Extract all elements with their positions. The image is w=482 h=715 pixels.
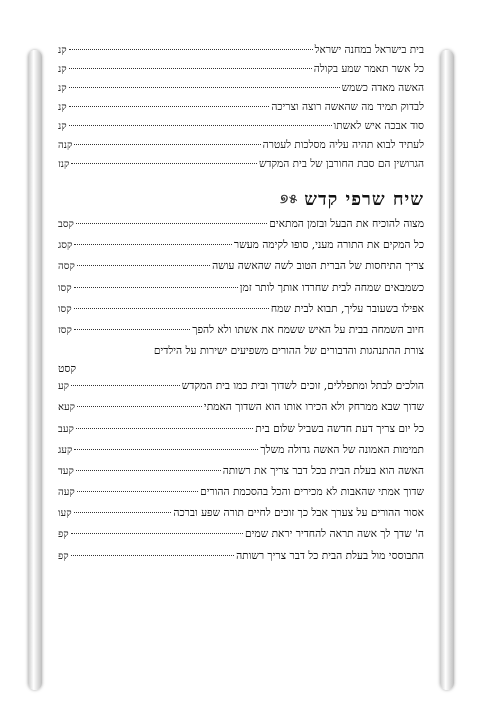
toc-entry-page: קנ (58, 45, 67, 56)
toc-entry[interactable] (58, 444, 424, 465)
toc-entry-title: כל המקים את התורה מעני, סופו לקימה מעשר (233, 239, 424, 252)
toc-entry[interactable] (58, 528, 424, 549)
toc-entry[interactable] (58, 44, 424, 63)
toc-entry-page: קסו (58, 303, 72, 315)
toc-entry-page: קעד (58, 465, 74, 477)
toc-leader-dots (74, 308, 269, 309)
toc-leader-dots (69, 49, 313, 50)
toc-entry-title: סוד אבכה איש לאשתו (333, 120, 424, 132)
toc-entry[interactable] (58, 82, 424, 101)
toc-leader-dots (74, 287, 238, 288)
toc-entry-title: חיוב השמחה בבית על האיש ששמח את אשתו ולא להפך (192, 323, 424, 336)
toc-entry-title: שדוך שבא ממרחק ולא הכירו אותו הוא השדוך האמתי (203, 401, 424, 414)
toc-leader-dots (76, 470, 221, 471)
toc-entry-page: קנז (58, 159, 70, 170)
toc-entry[interactable] (58, 260, 424, 281)
section-heading-row (58, 189, 424, 210)
toc-entry[interactable] (58, 218, 424, 239)
toc-entry-wrapped-page-line (58, 362, 424, 380)
toc-entry-title: האשה מאדה כשמש (341, 82, 424, 94)
toc-entry[interactable] (58, 324, 424, 345)
toc-entry-title: ה' שדך לך אשה תראה להחדיר יראת שמים (245, 528, 424, 541)
toc-entry-title: לבדוק תמיד מה שהאשה רוצה וצריכה (271, 101, 424, 113)
toc-entry-page: קסב (58, 219, 74, 230)
toc-entry-title: צריך התיחסות של הברית הטוב לשה שהאשה עושה (212, 260, 424, 273)
toc-entry-title: כשמבאים שמחה לבית שחרדו אותך לותר זמן (239, 281, 424, 294)
toc-entry[interactable] (58, 282, 424, 303)
toc-entry-title: תמימות האמונה של האשה גדולה משלך (260, 443, 424, 456)
toc-entry-page: קעה (58, 487, 75, 499)
toc-entry-page: קנ (58, 102, 67, 113)
toc-entry[interactable] (58, 507, 424, 528)
toc-entry-page: קסט (58, 363, 77, 376)
toc-entry-title: התבוססי מול בעלת הבית כל דבר צריך רשותה (236, 549, 424, 562)
toc-entry[interactable] (58, 101, 424, 120)
toc-entry[interactable] (58, 303, 424, 324)
toc-leader-dots (74, 512, 172, 513)
toc-entry[interactable] (58, 465, 424, 486)
scroll-rod-right-decoration (440, 50, 454, 690)
toc-leader-dots (69, 125, 332, 126)
toc-entry-title: אסור ההורים על צערך אבל כך זוכים לחיים תורה שפע וברכה (173, 507, 424, 520)
toc-leader-dots (71, 533, 243, 534)
toc-leader-dots (76, 223, 267, 224)
toc-leader-dots (74, 144, 260, 145)
toc-leader-dots (69, 87, 340, 88)
toc-entry-title: לעתיד לבוא תהיה עליה מסלכות לעטרה (262, 139, 424, 151)
ornament-icon: ୭୫ (280, 192, 299, 207)
toc-entry[interactable] (58, 239, 424, 260)
toc-entry-page: קסו (58, 282, 72, 294)
toc-entry-page: קנ (58, 83, 67, 94)
toc-entry[interactable] (58, 423, 424, 444)
toc-entry-title: הגרושין הם סבת החורבן של בית המקדש (258, 158, 424, 170)
toc-entry[interactable] (58, 550, 424, 571)
toc-leader-dots (77, 265, 210, 266)
toc-entry[interactable] (58, 486, 424, 507)
toc-entry-title: כל יום צריך דעת חדשה בשביל שלום בית (255, 422, 424, 435)
toc-leader-dots (71, 163, 257, 164)
toc-entry-page: קנה (58, 140, 73, 151)
toc-entry-title: מצוה להוכיח את הבעל ובזמן המתאים (269, 218, 424, 230)
toc-entry-page: קסה (58, 261, 75, 273)
toc-entry-page: קפ (58, 529, 69, 541)
toc-leader-dots (71, 555, 234, 556)
toc-page (58, 44, 424, 695)
toc-entry-page: קעב (58, 423, 74, 435)
toc-entry-page: קנ (58, 121, 67, 132)
toc-entry[interactable] (58, 139, 424, 158)
toc-entry-page: קע (58, 381, 70, 393)
toc-entry-title: הולכים לבתל ומתפללים, זוכים לשדוך ובית כמו בית המקדש (181, 380, 424, 393)
toc-entry-title: האשה הוא בעלת הבית בכל דבר צריך את רשותה (222, 464, 424, 477)
toc-entry-title: בית בישראל במחנה ישראל (314, 44, 424, 56)
toc-entry[interactable] (58, 158, 424, 177)
toc-leader-dots (76, 428, 254, 429)
toc-entry-title: אפילו בשעובר עליך, תבוא לבית שמח (270, 302, 424, 315)
toc-leader-dots (77, 406, 202, 407)
toc-entry[interactable] (58, 63, 424, 82)
toc-entry[interactable] (58, 120, 424, 139)
toc-leader-dots (74, 329, 190, 330)
toc-entry-wrapped[interactable] (58, 345, 424, 362)
toc-entry-page: קנ (58, 64, 67, 75)
toc-leader-dots (71, 385, 180, 386)
toc-entry[interactable] (58, 401, 424, 422)
toc-entry-page: קפ (58, 550, 69, 562)
toc-entry-page: קעג (58, 444, 73, 456)
toc-leader-dots (74, 244, 232, 245)
toc-entry-page: קסג (58, 240, 73, 252)
toc-entry-title: כל אשר תאמר שמע בקולה (313, 63, 424, 75)
toc-entry[interactable] (58, 380, 424, 401)
toc-entry-page: קעא (58, 402, 76, 414)
toc-entry-page: קעו (58, 508, 72, 520)
toc-entry-title: שדוך אמתי שהאבות לא מכירים והכל בהסכמת ההורים (200, 486, 424, 499)
toc-entry-page: קסז (58, 324, 72, 336)
toc-leader-dots (69, 106, 270, 107)
toc-leader-dots (77, 491, 198, 492)
toc-entry-title: צורת ההתנהגות והדבורים של ההורים משפיעים ישירות על הילדים (153, 345, 424, 358)
section-heading: שיח שרפי קדש (304, 189, 424, 210)
toc-leader-dots (74, 449, 258, 450)
toc-leader-dots (69, 68, 312, 69)
toc-main-list (58, 218, 424, 571)
toc-top-list (58, 44, 424, 177)
scroll-rod-left-decoration (28, 50, 42, 690)
